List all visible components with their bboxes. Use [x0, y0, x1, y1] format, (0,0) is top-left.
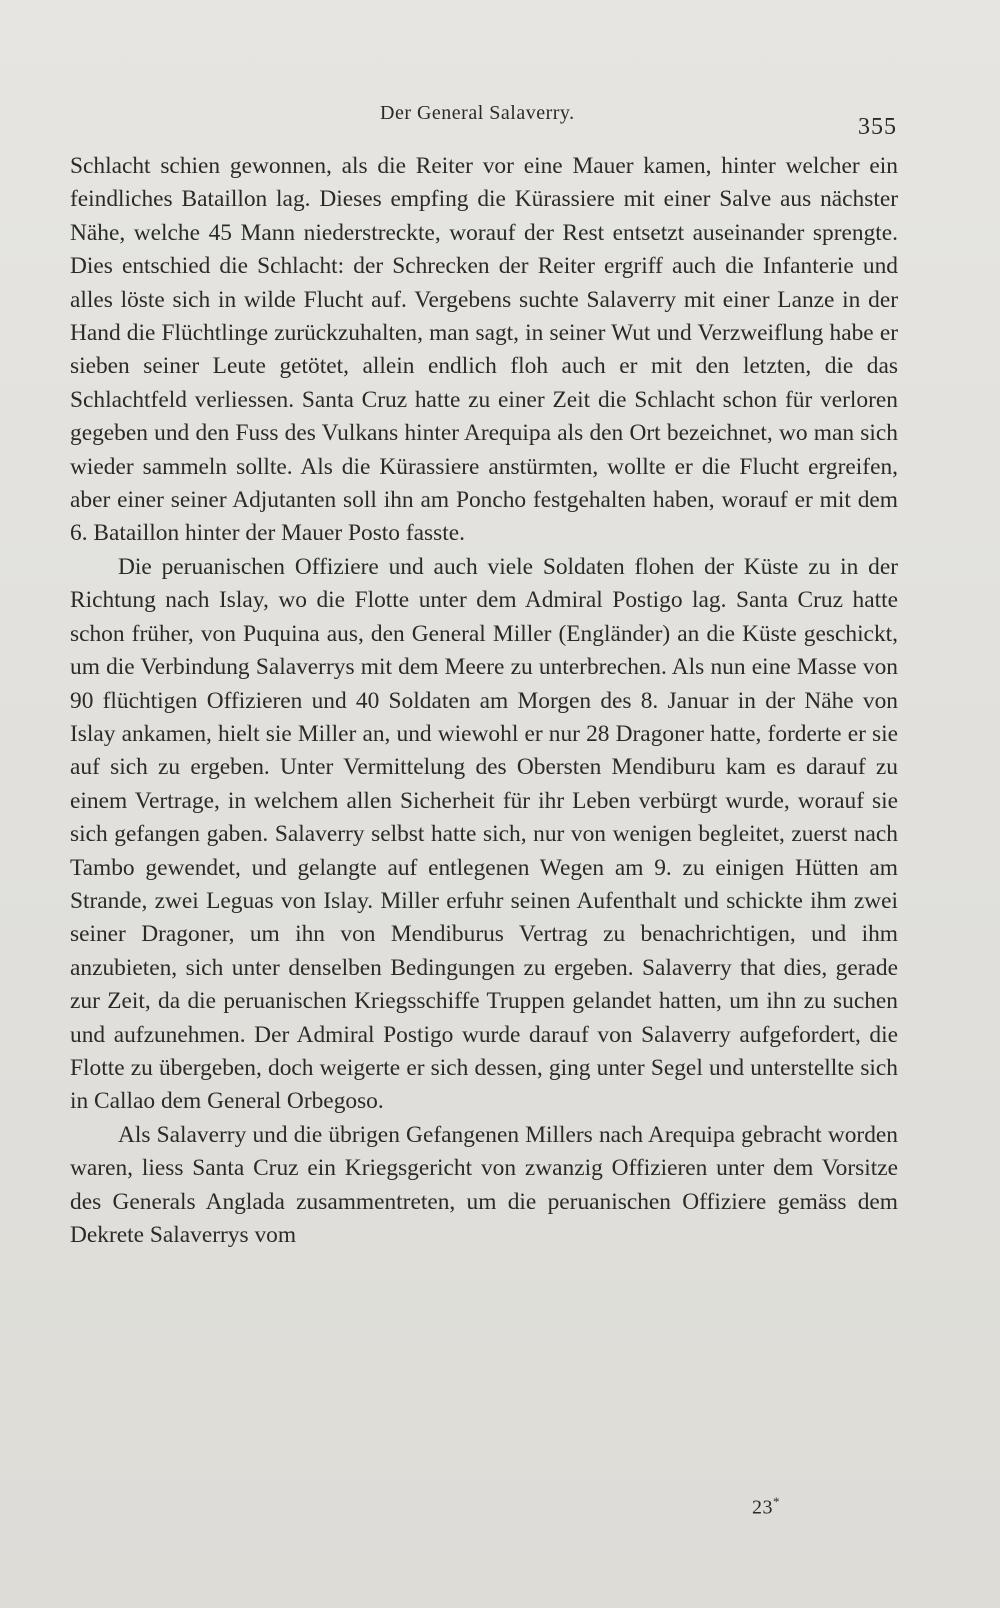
signature-asterisk: * — [773, 1494, 780, 1509]
paragraph-3: Als Salaverry und die übrigen Gefangenen Millers nach Arequipa gebracht worden waren, liess Santa Cruz ein Kriegsgericht von zwanzig Offizieren unter dem Vorsitze des Generals Anglada zusammentreten, um die peruanischen Offiziere gemäss dem Dekrete Salaverrys vom — [70, 1121, 898, 1248]
running-title: Der General Salaverry. — [380, 102, 575, 124]
running-head — [0, 98, 1000, 138]
paragraph-2: Die peruanischen Offiziere und auch viele Soldaten flohen der Küste zu in der Richtung nach Islay, wo die Flotte unter dem Admiral Postigo lag. Santa Cruz hatte schon früher, von Puquina aus, den General Miller (Engländer) an die Küste geschickt, um die Verbindung Salaverrys mit dem Meere zu unterbrechen. Als nun eine Masse von 90 flüchtigen Offizieren und 40 Soldaten am Morgen des 8. Januar in der Nähe von Islay ankamen, hielt sie Miller an, und wiewohl er nur 28 Dragoner hatte, forderte er sie auf sich zu ergeben. Unter Vermittelung des Obersten Mendiburu kam es darauf zu einem Vertrage, in welchem allen Sicherheit für ihr Leben verbürgt wurde, worauf sie sich gefangen gaben. Salaverry selbst hatte sich, nur von wenigen begleitet, zuerst nach Tambo gewendet, und gelangte auf entlegenen Wegen am 9. zu einigen Hütten am Strande, zwei Leguas von Islay. Miller erfuhr seinen Aufenthalt und schickte ihm zwei seiner Dragoner, um ihn von Mendiburus Vertrag zu benachrichtigen, und ihm anzubieten, sich unter denselben Bedingungen zu ergeben. Salaverry that dies, gerade zur Zeit, da die peruanischen Kriegsschiffe Truppen gelandet hatten, um ihn zu suchen und aufzunehmen. Der Admiral Postigo wurde darauf von Salaverry aufgefordert, die Flotte zu übergeben, doch weigerte er sich dessen, ging unter Segel und unterstellte sich in Callao dem General Orbegoso. — [70, 553, 898, 1115]
paragraph-1: Schlacht schien gewonnen, als die Reiter vor eine Mauer kamen, hinter welcher ein feindliches Bataillon lag. Dieses empfing die Kürassiere mit einer Salve aus nächster Nähe, welche 45 Mann niederstreckte, worauf der Rest entsetzt auseinander sprengte. Dies entschied die Schlacht: der Schrecken der Reiter ergriff auch die Infanterie und alles löste sich in wilde Flucht auf. Vergebens suchte Salaverry mit einer Lanze in der Hand die Flüchtlinge zurückzuhalten, man sagt, in seiner Wut und Verzweiflung habe er sieben seiner Leute getötet, allein endlich floh auch er mit den letzten, die das Schlachtfeld verliessen. Santa Cruz hatte zu einer Zeit die Schlacht schon für verloren gegeben und den Fuss des Vulkans hinter Arequipa als den Ort bezeichnet, wo man sich wieder sammeln sollte. Als die Kürassiere anstürmten, wollte er die Flucht ergreifen, aber einer seiner Adjutanten soll ihn am Poncho festgehalten haben, worauf er mit dem 6. Bataillon hinter der Mauer Posto fasste. — [70, 153, 898, 547]
body-text — [70, 150, 898, 1252]
signature-number: 23 — [752, 1496, 773, 1519]
page-number: 355 — [858, 114, 897, 140]
printer-signature — [752, 1494, 780, 1520]
